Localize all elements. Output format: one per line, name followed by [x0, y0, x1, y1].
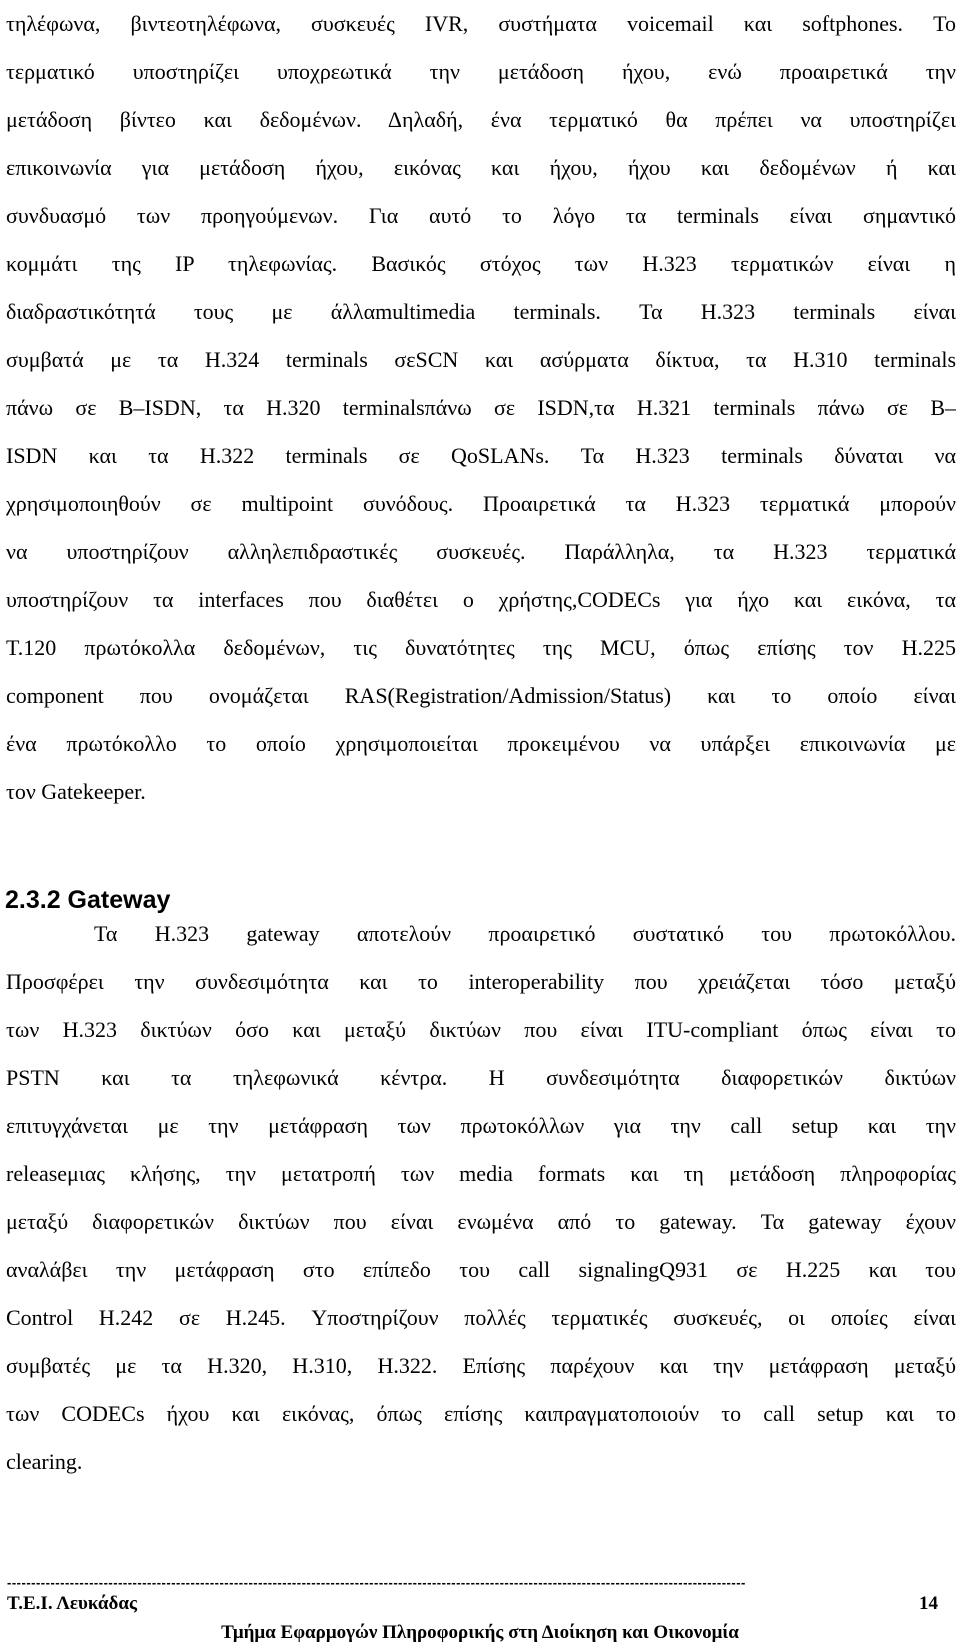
paragraph-line: τον Gatekeeper. — [6, 779, 146, 804]
paragraph-line: των H.323 δικτύων όσο και μεταξύ δικτύων που είναι ITU-compliant όπως είναι το — [6, 1017, 956, 1042]
paragraph-line: PSTN και τα τηλεφωνικά κέντρα. Η συνδεσιμότητα διαφορετικών δικτύων — [6, 1065, 956, 1090]
paragraph-line: ένα πρωτόκολλο το οποίο χρησιμοποιείται προκειμένου να υπάρξει επικοινωνία με — [6, 731, 956, 756]
paragraph-line: υποστηρίζουν τα interfaces που διαθέτει ο χρήστης,CODECs για ήχο και εικόνα, τα — [6, 587, 956, 612]
paragraph-line: τηλέφωνα, βιντεοτηλέφωνα, συσκευές IVR, συστήματα voicemail και softphones. Το — [6, 11, 956, 36]
paragraph-line: μετάδοση βίντεο και δεδομένων. Δηλαδή, ένα τερματικό θα πρέπει να υποστηρίζει — [6, 107, 956, 132]
paragraph-line: των CODECs ήχου και εικόνας, όπως επίσης καιπραγματοποιούν το call setup και το — [6, 1401, 956, 1426]
body-paragraph-terminals — [6, 0, 956, 816]
paragraph-line: Control H.242 σε H.245. Υποστηρίζουν πολλές τερματικές συσκευές, οι οποίες είναι — [6, 1305, 956, 1330]
paragraph-line: επιτυγχάνεται με την μετάφραση των πρωτοκόλλων για την call setup και την — [6, 1113, 956, 1138]
section-heading: 2.3.2 Gateway — [5, 886, 171, 914]
footer-dashed-rule: --------------------------------------------------------------------------------------------------------------------------------------------------------- — [7, 1577, 746, 1589]
paragraph-line: μεταξύ διαφορετικών δικτύων που είναι ενωμένα από το gateway. Τα gateway έχουν — [6, 1209, 956, 1234]
paragraph-line: επικοινωνία για μετάδοση ήχου, εικόνας και ήχου, ήχου και δεδομένων ή και — [6, 155, 956, 180]
paragraph-line: T.120 πρωτόκολλα δεδομένων, τις δυνατότητες της MCU, όπως επίσης τον H.225 — [6, 635, 956, 660]
paragraph-line: releaseμιας κλήσης, την μετατροπή των media formats και τη μετάδοση πληροφορίας — [6, 1161, 956, 1186]
paragraph-line: Προσφέρει την συνδεσιμότητα και το interoperability που χρειάζεται τόσο μεταξύ — [6, 969, 956, 994]
paragraph-line: component που ονομάζεται RAS(Registration/Admission/Status) και το οποίο είναι — [6, 683, 956, 708]
paragraph-line: να υποστηρίζουν αλληλεπιδραστικές συσκευές. Παράλληλα, τα H.323 τερματικά — [6, 539, 956, 564]
page-number: 14 — [919, 1593, 938, 1614]
paragraph-line: clearing. — [6, 1449, 83, 1474]
paragraph-line: πάνω σε B–ISDN, τα H.320 terminalsπάνω σε ISDN,τα H.321 terminals πάνω σε B– — [6, 395, 956, 420]
paragraph-line: Τα H.323 gateway αποτελούν προαιρετικό συστατικό του πρωτοκόλλου. — [94, 921, 956, 946]
footer-department: Τμήμα Εφαρμογών Πληροφορικής στη Διοίκηση και Οικονομία — [221, 1622, 739, 1643]
paragraph-line: χρησιμοποιηθούν σε multipoint συνόδους. Προαιρετικά τα H.323 τερματικά μπορούν — [6, 491, 956, 516]
body-paragraph-gateway — [6, 910, 956, 1486]
paragraph-line: συμβατά με τα H.324 terminals σεSCN και ασύρματα δίκτυα, τα H.310 terminals — [6, 347, 956, 372]
paragraph-line: διαδραστικότητά τους με άλλαmultimedia terminals. Τα H.323 terminals είναι — [6, 299, 956, 324]
paragraph-line: συνδυασμό των προηγούμενων. Για αυτό το λόγο τα terminals είναι σημαντικό — [6, 203, 956, 228]
paragraph-line: συμβατές με τα H.320, H.310, H.322. Επίσης παρέχουν και την μετάφραση μεταξύ — [6, 1353, 956, 1378]
footer-institution: Τ.Ε.Ι. Λευκάδας — [7, 1593, 137, 1614]
paragraph-line: κομμάτι της IP τηλεφωνίας. Βασικός στόχος των H.323 τερματικών είναι η — [6, 251, 956, 276]
paragraph-line: ISDN και τα H.322 terminals σε QoSLANs. Τα H.323 terminals δύναται να — [6, 443, 956, 468]
paragraph-line: αναλάβει την μετάφραση στο επίπεδο του call signalingQ931 σε H.225 και του — [6, 1257, 956, 1282]
paragraph-line: τερματικό υποστηρίζει υποχρεωτικά την μετάδοση ήχου, ενώ προαιρετικά την — [6, 59, 956, 84]
